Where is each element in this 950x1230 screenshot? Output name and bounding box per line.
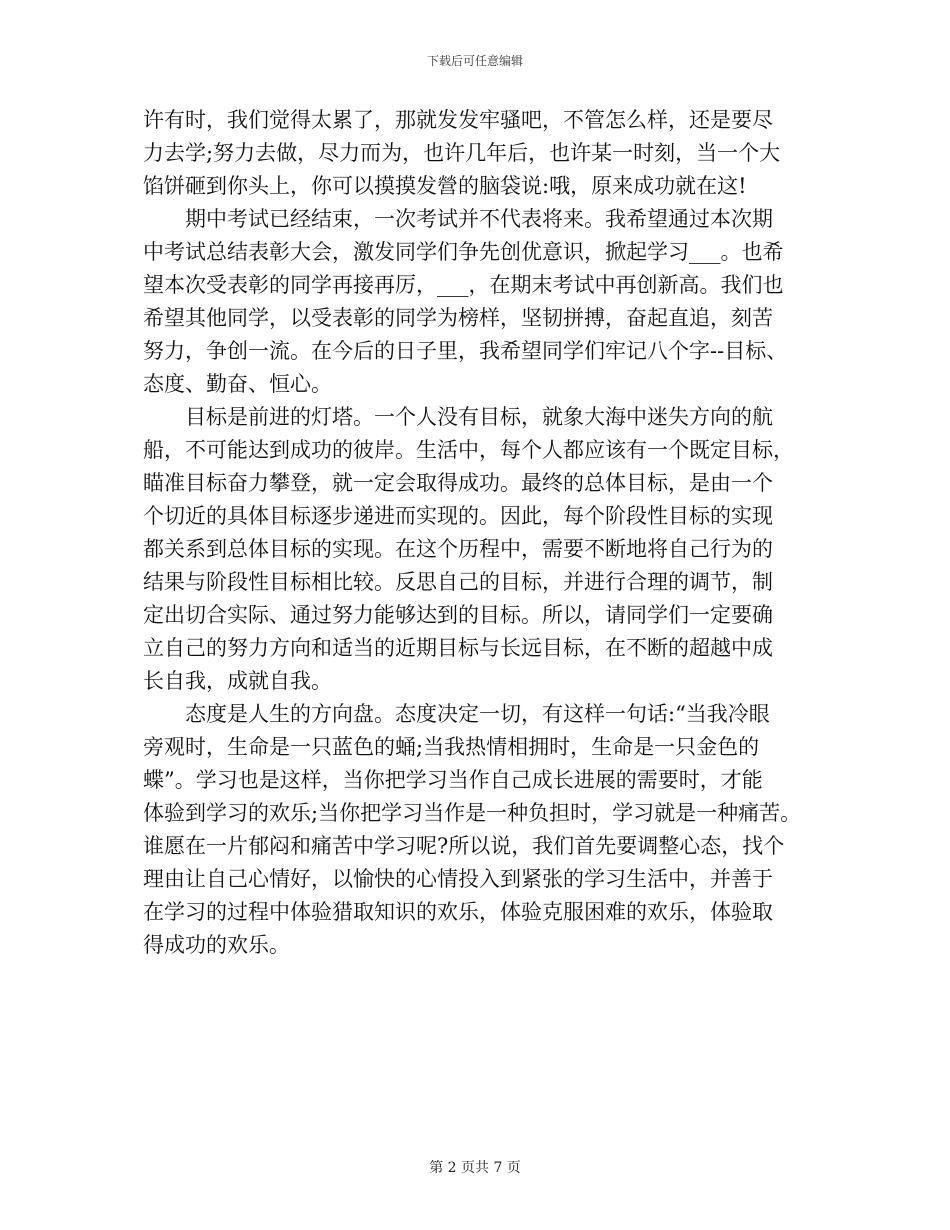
text-line: 许有时，我们觉得太累了，那就发发牢骚吧，不管怎么样，还是要尽 (143, 108, 773, 132)
text-line: 望本次受表彰的同学再接再厉，___，在期末考试中再创新高。我们也 (143, 273, 784, 297)
paragraph-3 (143, 401, 823, 698)
document-body (143, 104, 823, 962)
text-line: 目标是前进的灯塔。一个人没有目标，就象大海中迷失方向的航 (143, 405, 773, 429)
text-line: 船，不可能达到成功的彼岸。生活中，每个人都应该有一个既定目标， (143, 438, 794, 462)
page-header: 下载后可任意编辑 (426, 54, 523, 68)
text-line: 中考试总结表彰大会，激发同学们争先创优意识，掀起学习___。也希 (143, 240, 784, 264)
text-line: 力去学;努力去做，尽力而为，也许几年后，也许某一时刻，当一个大 (143, 141, 781, 165)
text-line: 态度、勤奋、恒心。 (143, 372, 332, 396)
text-line: 态度是人生的方向盘。态度决定一切，有这样一句话:“当我冷眼 (143, 702, 770, 726)
text-line: 得成功的欢乐。 (143, 933, 290, 957)
text-line: 立自己的努力方向和适当的近期目标与长远目标，在不断的超越中成 (143, 636, 773, 660)
text-line: 馅饼砸到你头上，你可以摸摸发營的脑袋说:哦，原来成功就在这! (143, 174, 747, 198)
text-line: 在学习的过程中体验猎取知识的欢乐，体验克服困难的欢乐，体验取 (143, 900, 773, 924)
text-line: 长自我，成就自我。 (143, 669, 332, 693)
page-footer: 第 2 页共 7 页 (429, 1160, 521, 1176)
text-line: 都关系到总体目标的实现。在这个历程中，需要不断地将自己行为的 (143, 537, 773, 561)
text-line: 个切近的具体目标逐步递进而实现的。因此，每个阶段性目标的实现 (143, 504, 773, 528)
text-line: 结果与阶段性目标相比较。反思自己的目标，并进行合理的调节，制 (143, 570, 773, 594)
text-line: 谁愿在一片郁闷和痛苦中学习呢?所以说，我们首先要调整心态，找个 (143, 834, 785, 858)
text-line: 希望其他同学，以受表彰的同学为榜样，坚韧拼搏，奋起直追，刻苦 (143, 306, 773, 330)
text-line: 期中考试已经结束，一次考试并不代表将来。我希望通过本次期 (143, 207, 773, 231)
text-line: 体验到学习的欢乐;当你把学习当作是一种负担时，学习就是一种痛苦。 (143, 801, 802, 825)
text-line: 努力，争创一流。在今后的日子里，我希望同学们牢记八个字--目标、 (143, 339, 788, 363)
text-line: 定出切合实际、通过努力能够达到的目标。所以，请同学们一定要确 (143, 603, 773, 627)
text-line: 理由让自己心情好，以愉快的心情投入到紧张的学习生活中，并善于 (143, 867, 773, 891)
text-line: 瞄准目标奋力攀登，就一定会取得成功。最终的总体目标，是由一个 (143, 471, 773, 495)
paragraph-1 (143, 104, 823, 203)
paragraph-2 (143, 203, 823, 401)
text-line: 蝶”。学习也是这样，当你把学习当作自己成长进展的需要时，才能 (143, 768, 763, 792)
text-line: 旁观时，生命是一只蓝色的蛹;当我热情相拥时，生命是一只金色的 (143, 735, 760, 759)
paragraph-4 (143, 698, 823, 962)
